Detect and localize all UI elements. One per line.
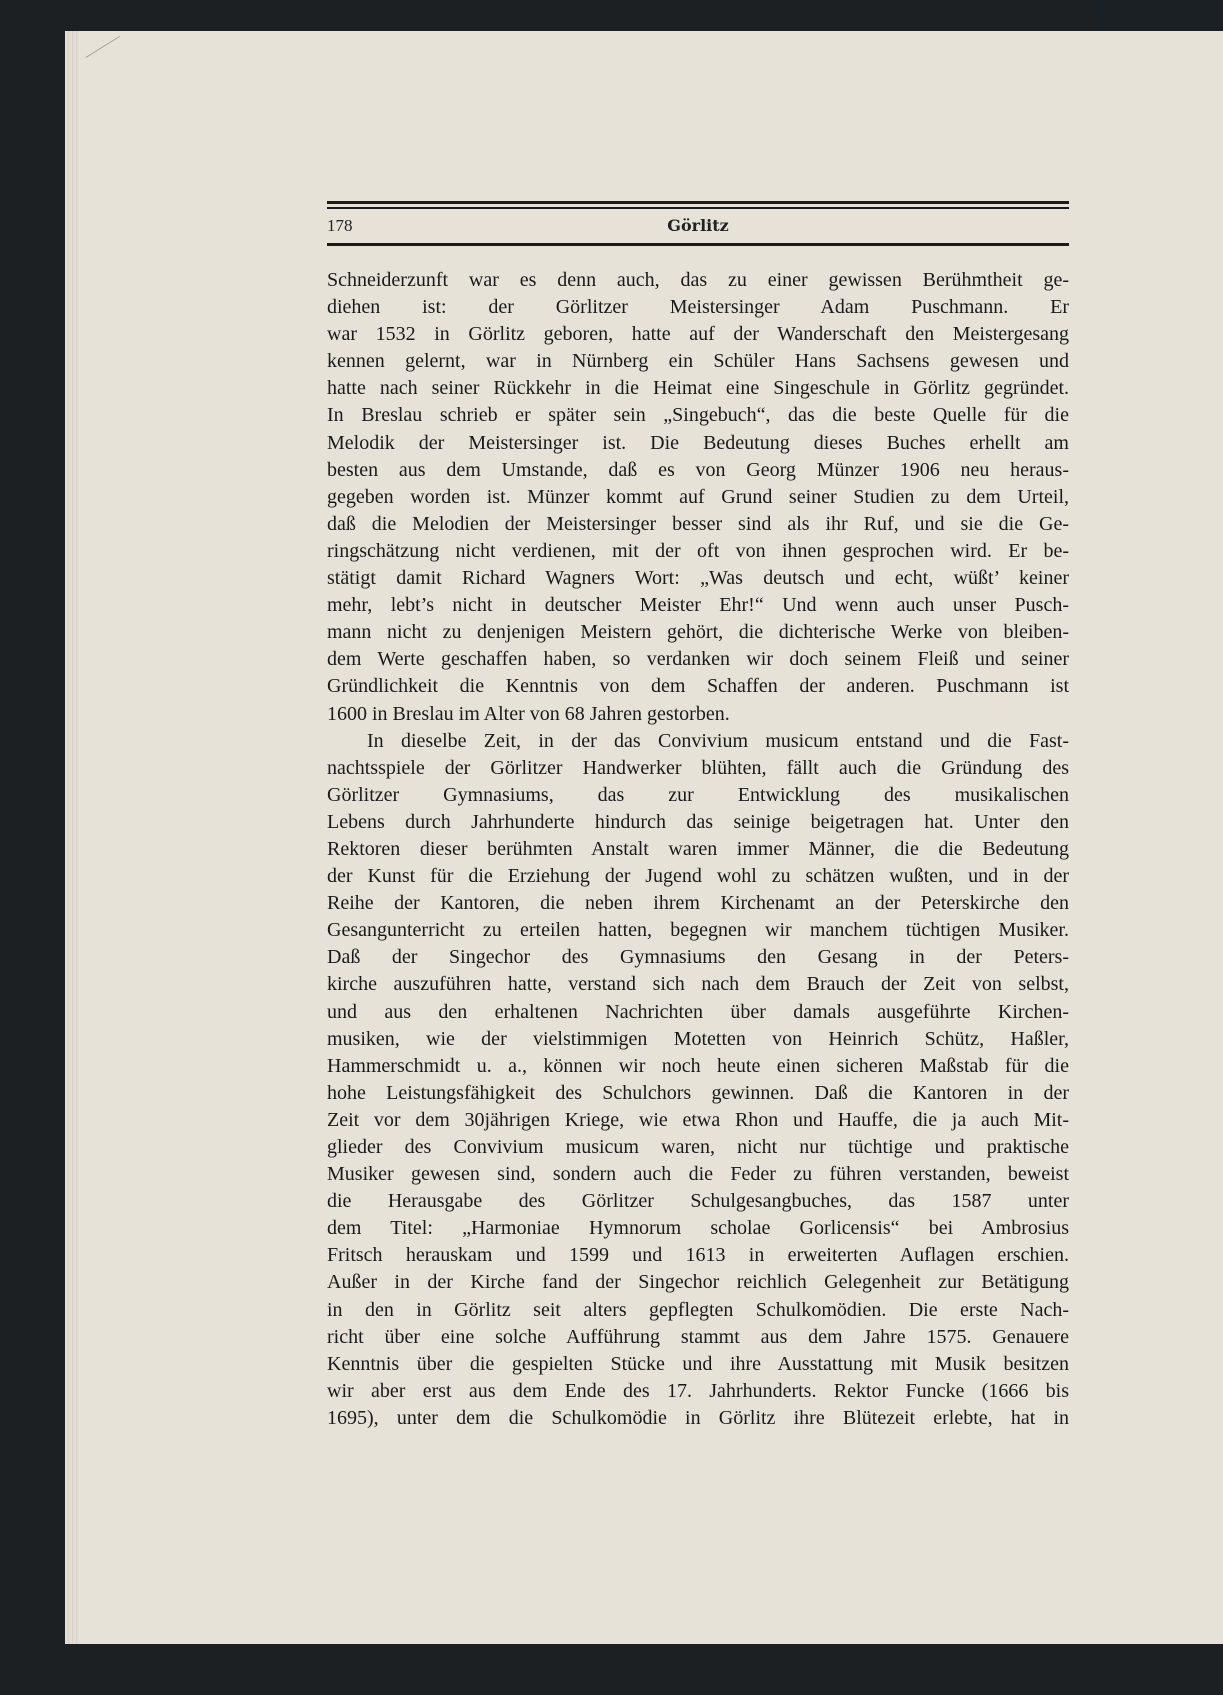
text-line: Kenntnis über die gespielten Stücke und ihre Ausstattung mit Musik besitzen: [327, 1352, 1069, 1375]
text-line: diehen ist: der Görlitzer Meistersinger Adam Puschmann. Er: [327, 296, 1069, 319]
text-line: Daß der Singechor des Gymnasiums den Gesang in der Peters-: [327, 946, 1069, 969]
body-text: [327, 267, 1069, 1432]
text-line: Lebens durch Jahrhunderte hindurch das seinige beigetragen hat. Unter den: [327, 810, 1069, 833]
text-line: Zeit vor dem 30jährigen Kriege, wie etwa Rhon und Hauffe, die ja auch Mit-: [327, 1108, 1069, 1131]
header-rule-top-thin: [327, 207, 1069, 209]
text-line: kennen gelernt, war in Nürnberg ein Schüler Hans Sachsens gewesen und: [327, 350, 1069, 373]
text-line: Gesangunterricht zu erteilen hatten, begegnen wir manchem tüchtigen Musiker.: [327, 919, 1069, 942]
text-line: In Breslau schrieb er später sein „Singebuch“, das die beste Quelle für die: [327, 404, 1069, 427]
text-line: mehr, lebt’s nicht in deutscher Meister Ehr!“ Und wenn auch unser Pusch-: [327, 594, 1069, 617]
text-line: kirche auszuführen hatte, verstand sich nach dem Brauch der Zeit von selbst,: [327, 973, 1069, 996]
paragraph: [327, 267, 1069, 728]
text-line: dem Titel: „Harmoniae Hymnorum scholae Gorlicensis“ bei Ambrosius: [327, 1217, 1069, 1240]
page-stack-edge: [65, 31, 79, 1644]
text-line: in den in Görlitz seit alters gepflegten Schulkomödien. Die erste Nach-: [327, 1298, 1069, 1321]
text-line: Melodik der Meistersinger ist. Die Bedeutung dieses Buches erhellt am: [327, 431, 1069, 454]
text-line: mann nicht zu denjenigen Meistern gehört, die dichterische Werke von bleiben-: [327, 621, 1069, 644]
text-line: und aus den erhaltenen Nachrichten über damals ausgeführte Kirchen-: [327, 1000, 1069, 1023]
text-line: besten aus dem Umstande, daß es von Georg Münzer 1906 neu heraus-: [327, 458, 1069, 481]
text-line: war 1532 in Görlitz geboren, hatte auf der Wanderschaft den Meistergesang: [327, 323, 1069, 346]
text-line: der Kunst für die Erziehung der Jugend wohl zu schätzen wußten, und in der: [327, 865, 1069, 888]
text-line: Außer in der Kirche fand der Singechor reichlich Gelegenheit zur Betätigung: [327, 1271, 1069, 1294]
text-line: Fritsch herauskam und 1599 und 1613 in erweiterten Auflagen erschien.: [327, 1244, 1069, 1267]
page-number: 178: [327, 216, 353, 235]
text-line: Rektoren dieser berühmten Anstalt waren immer Männer, die die Bedeutung: [327, 837, 1069, 860]
text-line: musiken, wie der vielstimmigen Motetten von Heinrich Schütz, Haßler,: [327, 1027, 1069, 1050]
text-line: Gründlichkeit die Kenntnis von dem Schaffen der anderen. Puschmann ist: [327, 675, 1069, 698]
text-line: hohe Leistungsfähigkeit des Schulchors gewinnen. Daß die Kantoren in der: [327, 1081, 1069, 1104]
text-line: gegeben worden ist. Münzer kommt auf Grund seiner Studien zu dem Urteil,: [327, 485, 1069, 508]
text-line: ringschätzung nicht verdienen, mit der oft von ihnen gesprochen wird. Er be-: [327, 539, 1069, 562]
book-spine-shadow: [1093, 0, 1223, 33]
text-line: Musiker gewesen sind, sondern auch die Feder zu führen verstanden, beweist: [327, 1163, 1069, 1186]
text-line: wir aber erst aus dem Ende des 17. Jahrhunderts. Rektor Funcke (1666 bis: [327, 1379, 1069, 1402]
header-rule-top: [327, 201, 1069, 204]
paragraph: [327, 728, 1069, 1432]
text-line: Hammerschmidt u. a., können wir noch heute einen sicheren Maßstab für die: [327, 1054, 1069, 1077]
text-line: hatte nach seiner Rückkehr in die Heimat eine Singeschule in Görlitz gegründet.: [327, 377, 1069, 400]
running-title: Görlitz: [667, 216, 729, 235]
text-line: richt über eine solche Aufführung stammt aus dem Jahre 1575. Genauere: [327, 1325, 1069, 1348]
text-line: Görlitzer Gymnasiums, das zur Entwicklung des musikalischen: [327, 783, 1069, 806]
text-line: Schneiderzunft war es denn auch, das zu einer gewissen Berühmtheit ge-: [327, 269, 1069, 291]
text-line: Reihe der Kantoren, die neben ihrem Kirchenamt an der Peterskirche den: [327, 892, 1069, 915]
text-line: stätigt damit Richard Wagners Wort: „Was deutsch und echt, wüßt’ keiner: [327, 567, 1069, 590]
text-line: glieder des Convivium musicum waren, nicht nur tüchtige und praktische: [327, 1136, 1069, 1158]
text-line: In dieselbe Zeit, in der das Convivium musicum entstand und die Fast-: [367, 729, 1069, 752]
text-line: dem Werte geschaffen haben, so verdanken wir doch seinem Fleiß und seiner: [327, 648, 1069, 671]
text-line: 1695), unter dem die Schulkomödie in Görlitz ihre Blütezeit erlebte, hat in: [327, 1406, 1069, 1429]
header-rule-bottom: [327, 243, 1069, 246]
text-line: die Herausgabe des Görlitzer Schulgesangbuches, das 1587 unter: [327, 1190, 1069, 1213]
text-line: daß die Melodien der Meistersinger besser sind als ihr Ruf, und sie die Ge-: [327, 512, 1069, 535]
text-line: 1600 in Breslau im Alter von 68 Jahren gestorben.: [327, 702, 730, 725]
text-line: nachtsspiele der Görlitzer Handwerker blühten, fällt auch die Gründung des: [327, 756, 1069, 779]
